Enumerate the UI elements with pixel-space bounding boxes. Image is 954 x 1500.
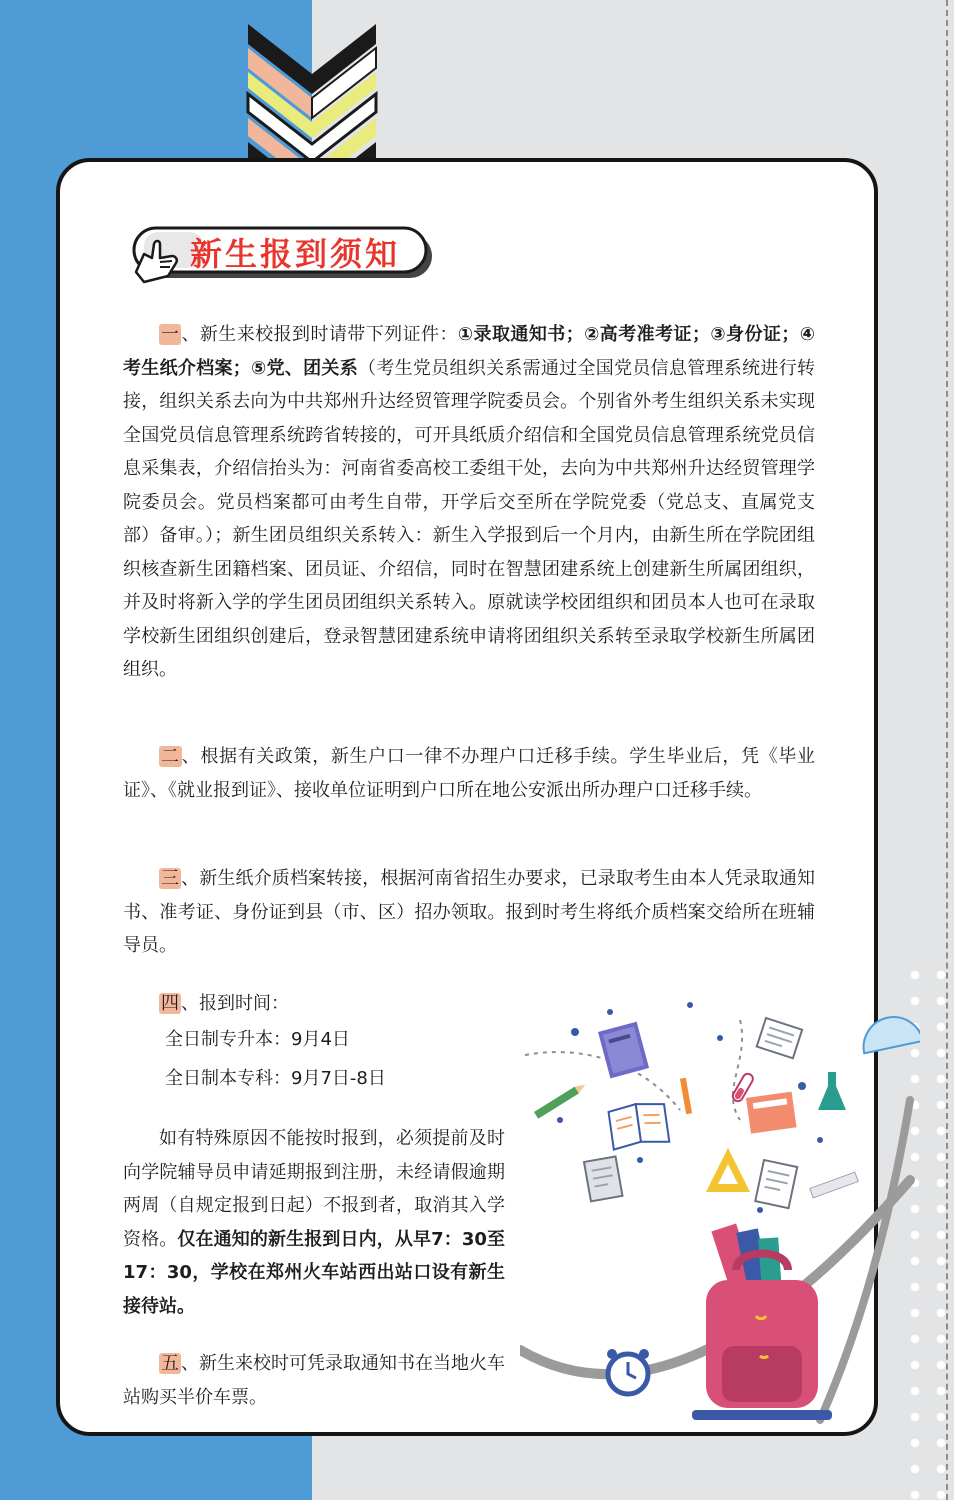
section-5-paragraph — [123, 1347, 505, 1414]
section-number: 五 — [161, 1353, 179, 1374]
notebook-icon — [584, 1156, 622, 1201]
dotted-path — [733, 1020, 742, 1120]
triangle-ruler-icon — [706, 1148, 750, 1192]
ground-shadow — [692, 1410, 832, 1420]
section-separator: 、 — [181, 993, 199, 1014]
section-3 — [123, 862, 815, 963]
section-4 — [123, 987, 523, 1098]
reception-station-note: 仅在通知的新生报到日内，从早7：30至17：30，学校在郑州火车站西出站口设有新生接待站。 — [123, 1228, 506, 1317]
protractor-icon — [858, 1012, 920, 1054]
section-4-note-paragraph — [123, 1122, 505, 1323]
section-separator: 、 — [181, 868, 200, 889]
section-1-details: （考生党员组织关系需通过全国党员信息管理系统进行转接，组织关系去向为中共郑州升达经贸管理学院委员会。个别省外考生组织关系未实现全国党员信息管理系统跨省转接的，可开具纸质介绍信和全国党员信息管理系统党员信息采集表，介绍信抬头为：河南省委高校工委组干处，去向为中共郑州升达经贸管理学院委员会。党员档案都可由考生自带，开学后交至所在学院党委（党总支、直属党支部）备审。）；新生团员组织关系转入：新生入学报到后一个月内，由新生所在学院团组织核查新生团籍档案、团员证、介绍信，同时在智慧团建系统上创建新生所属团组织，并及时将新入学的学生团员团组织关系转入。原就读学校团组织和团员本人也可在录取学校新生团组织创建后，登录智慧团建系统申请将团组织关系转至录取学校新生所属团组织。 — [123, 357, 816, 680]
schedule-item: 全日制专升本：9月4日 — [165, 1029, 350, 1050]
section-1-paragraph — [123, 318, 815, 687]
purple-book-icon — [598, 1022, 649, 1079]
report-time-heading: 报到时间： — [199, 993, 289, 1014]
section-4-heading — [123, 987, 523, 1020]
section-number: 四 — [161, 993, 179, 1014]
section-5-text: 新生来校时可凭录取通知书在当地火车站购买半价车票。 — [123, 1353, 505, 1408]
pencil-icon — [680, 1078, 692, 1114]
section-1-intro: 新生来校报到时请带下列证件： — [199, 324, 458, 345]
late-registration-note: 如有特殊原因不能按时报到，必须提前及时向学院辅导员申请延期报到注册，未经请假逾期两周（自规定报到日起）不报到者，取消其入学资格。 — [123, 1128, 505, 1250]
pointing-hand-icon — [130, 232, 184, 286]
open-book-icon — [608, 1100, 669, 1149]
section-2-text: 根据有关政策，新生户口一律不办理户口迁移手续。学生毕业后，凭《毕业证》、《就业报到证》、接收单位证明到户口所在地公安派出所办理户口迁移手续。 — [123, 746, 816, 801]
school-supplies-illustration — [520, 1000, 920, 1430]
section-2 — [123, 740, 815, 807]
section-5 — [123, 1347, 505, 1414]
flask-icon — [818, 1072, 846, 1110]
notebook-icon — [755, 1160, 797, 1208]
pencil-icon — [534, 1081, 587, 1119]
dotted-path — [525, 1052, 680, 1110]
section-3-paragraph — [123, 862, 815, 963]
section-1 — [123, 318, 815, 687]
notebook-icon — [757, 1018, 802, 1058]
section-number: 三 — [161, 868, 180, 889]
page-title: 新生报到须知 — [190, 235, 401, 273]
section-separator: 、 — [181, 746, 201, 767]
alarm-clock-icon — [607, 1349, 649, 1394]
section-2-paragraph — [123, 740, 815, 807]
required-documents: ①录取通知书；②高考准考证；③身份证；④考生纸介档案；⑤党、团关系 — [123, 324, 816, 379]
schedule-item: 全日制本专科：9月7日-8日 — [165, 1068, 386, 1089]
section-separator: 、 — [181, 324, 200, 345]
red-book-icon — [746, 1092, 797, 1134]
section-separator: 、 — [181, 1353, 199, 1374]
section-3-text: 新生纸介质档案转接，根据河南省招生办要求，已录取考生由本人凭录取通知书、准考证、身份证到县（市、区）招办领取。报到时考生将纸介质档案交给所在班辅导员。 — [123, 868, 816, 956]
section-4-note — [123, 1122, 505, 1323]
section-number: 二 — [161, 746, 180, 767]
section-number: 一 — [161, 324, 180, 345]
ruler-icon — [810, 1172, 859, 1198]
